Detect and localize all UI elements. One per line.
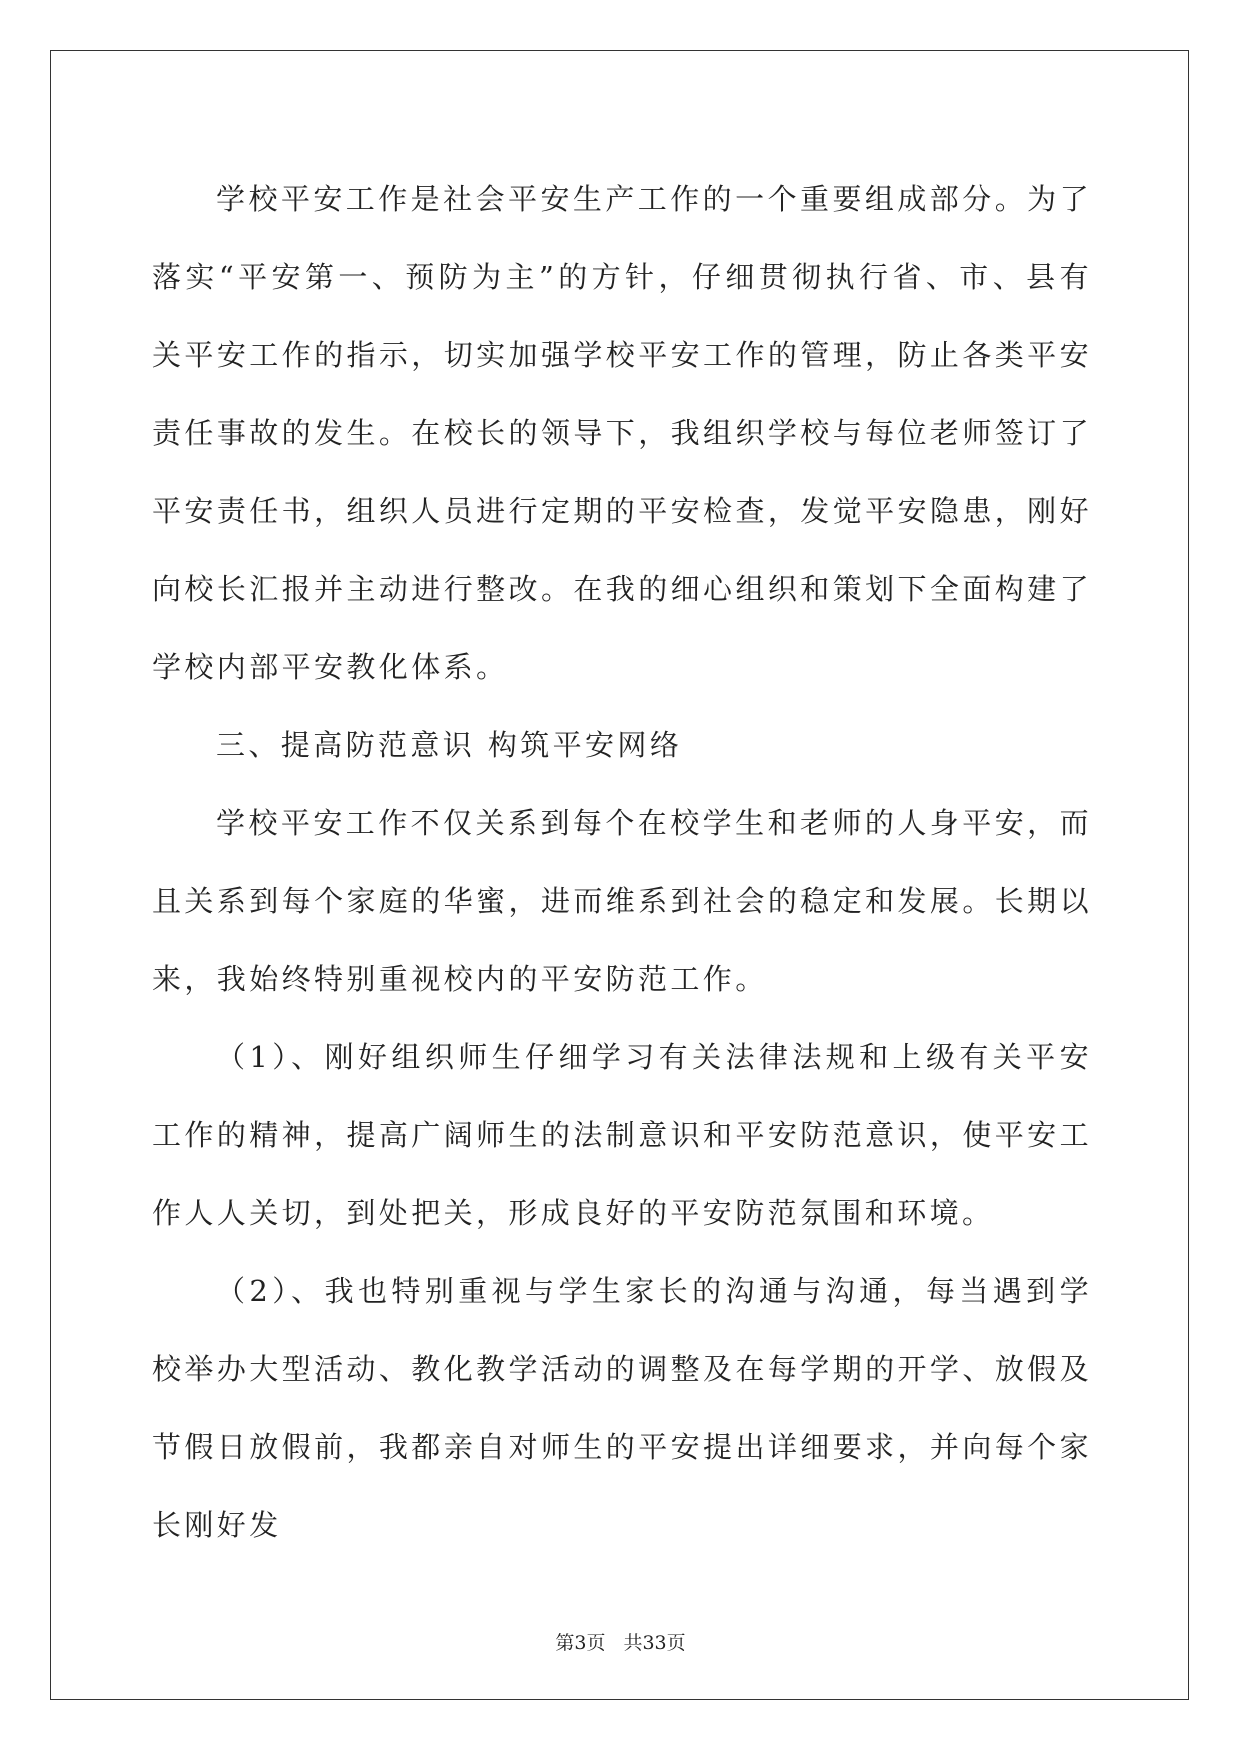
paragraph-school-safety-overview: 学校平安工作是社会平安生产工作的一个重要组成部分。为了落实“平安第一、预防为主”的方针，仔细贯彻执行省、市、县有关平安工作的指示，切实加强学校平安工作的管理，防止各类平安责任事故的发生。在校长的领导下，我组织学校与每位老师签订了平安责任书，组织人员进行定期的平安检查，发觉平安隐患，刚好向校长汇报并主动进行整改。在我的细心组织和策划下全面构建了学校内部平安教化体系。 [152,182,1092,684]
section-heading-3: 三、提高防范意识 构筑平安网络 [216,728,683,762]
paragraph-safety-importance: 学校平安工作不仅关系到每个在校学生和老师的人身平安，而且关系到每个家庭的华蜜，进而维系到社会的稳定和发展。长期以来，我始终特别重视校内的平安防范工作。 [152,806,1092,996]
paragraph-item-2: （2）、我也特别重视与学生家长的沟通与沟通，每当遇到学校举办大型活动、教化教学活动的调整及在每学期的开学、放假及节假日放假前，我都亲自对师生的平安提出详细要求，并向每个家长刚好发 [152,1274,1092,1542]
page-footer [0,1628,1241,1655]
paragraph-item-1: （1）、刚好组织师生仔细学习有关法律法规和上级有关平安工作的精神，提高广阔师生的法制意识和平安防范意识，使平安工作人人关切，到处把关，形成良好的平安防范氛围和环境。 [152,1040,1092,1230]
page-number: 第3页 [555,1632,606,1654]
page-total: 共33页 [623,1632,686,1654]
document-body [152,160,1092,1564]
